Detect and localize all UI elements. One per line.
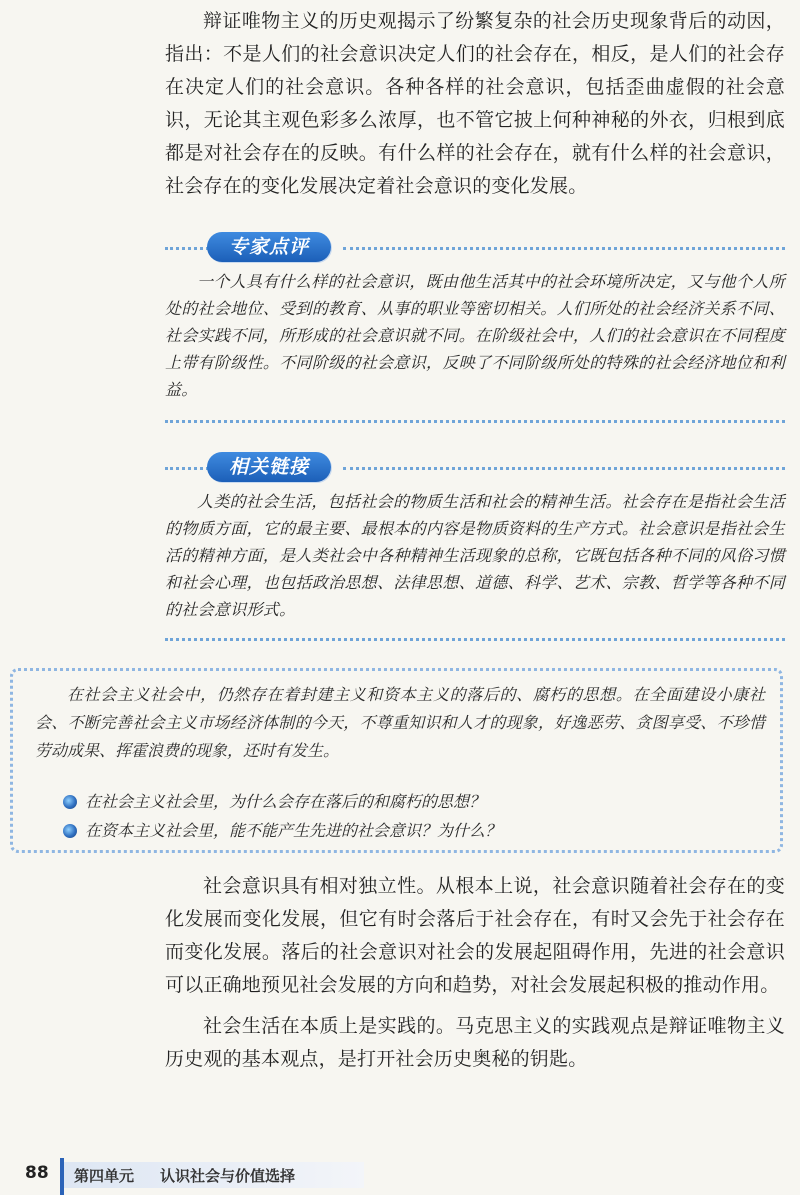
discussion-question [63,819,501,843]
footer-accent-bar [60,1158,64,1195]
bullet-icon [63,824,77,838]
dotted-divider [343,467,785,470]
question-text: 在资本主义社会里，能不能产生先进的社会意识？为什么？ [85,821,502,840]
body-paragraph-2: 社会意识具有相对独立性。从根本上说，社会意识随着社会存在的变化发展而变化发展，但它有时会落后于社会存在，有时又会先于社会存在而变化发展。落后的社会意识对社会的发展起阻碍作用，先进的社会意识可以正确地预见社会发展的方向和趋势，对社会发展起积极的推动作用。 [165,875,785,996]
page-number: 88 [25,1163,49,1183]
related-link-text: 人类的社会生活，包括社会的物质生活和社会的精神生活。社会存在是指社会生活的物质方面，它的最主要、最根本的内容是物质资料的生产方式。社会意识是指社会生活的精神方面，是人类社会中各种精神生活现象的总称，它既包括各种不同的风俗习惯和社会心理，也包括政治思想、法律思想、道德、科学、艺术、宗教、哲学等各种不同的社会意识形式。 [165,492,785,619]
related-link-title: 相关链接 [207,452,331,482]
unit-label: 第四单元 [74,1167,135,1185]
related-link-box [165,452,785,652]
discussion-question [63,790,485,814]
body-paragraph-1: 辩证唯物主义的历史观揭示了纷繁复杂的社会历史现象背后的动因，指出：不是人们的社会意识决定人们的社会存在，相反，是人们的社会存在决定人们的社会意识。各种各样的社会意识，包括歪曲虚假的社会意识，无论其主观色彩多么浓厚，也不管它披上何种神秘的外衣，归根到底都是对社会存在的反映。有什么样的社会存在，就有什么样的社会意识，社会存在的变化发展决定着社会意识的变化发展。 [165,10,785,197]
expert-comment-box [165,232,785,432]
discussion-box [10,668,783,853]
unit-title: 认识社会与价值选择 [160,1167,296,1185]
discussion-text: 在社会主义社会中，仍然存在着封建主义和资本主义的落后的、腐朽的思想。在全面建设小康社会、不断完善社会主义市场经济体制的今天，不尊重知识和人才的现象，好逸恶劳、贪图享受、不珍惜劳动成果、挥霍浪费的现象，还时有发生。 [35,685,765,760]
question-text: 在社会主义社会里，为什么会存在落后的和腐朽的思想？ [85,792,486,811]
expert-comment-text: 一个人具有什么样的社会意识，既由他生活其中的社会环境所决定，又与他个人所处的社会地位、受到的教育、从事的职业等密切相关。人们所处的社会经济关系不同、社会实践不同，所形成的社会意识就不同。在阶级社会中，人们的社会意识在不同程度上带有阶级性。不同阶级的社会意识，反映了不同阶级所处的特殊的社会经济地位和利益。 [165,272,785,399]
bullet-icon [63,795,77,809]
expert-comment-title: 专家点评 [207,232,331,262]
dotted-divider [343,247,785,250]
body-paragraph-3: 社会生活在本质上是实践的。马克思主义的实践观点是辩证唯物主义历史观的基本观点，是打开社会历史奥秘的钥匙。 [165,1015,785,1070]
dotted-divider [165,420,785,423]
dotted-divider [165,638,785,641]
